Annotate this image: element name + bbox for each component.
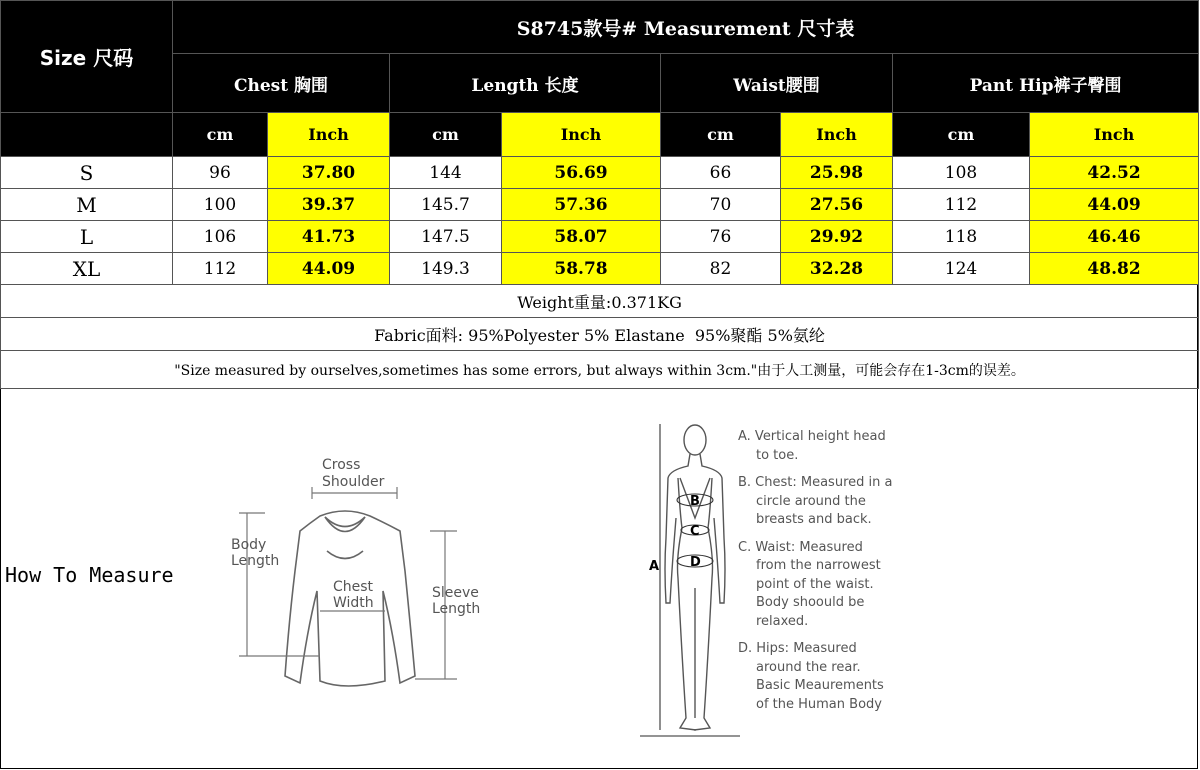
- value-cell: 76: [661, 221, 781, 253]
- measurement-legend: [738, 428, 938, 723]
- value-cell: 96: [173, 157, 268, 189]
- body-length-label: Length: [231, 553, 280, 569]
- cross-shoulder-label: Shoulder: [322, 474, 385, 490]
- unit-inch: Inch: [1030, 113, 1199, 157]
- value-cell: 112: [173, 253, 268, 285]
- figure-label-c: C: [690, 524, 700, 539]
- size-label: XL: [1, 253, 173, 285]
- unit-inch: Inch: [781, 113, 893, 157]
- chart-title: S8745款号# Measurement 尺寸表: [173, 1, 1199, 54]
- value-cell: 48.82: [1030, 253, 1199, 285]
- fabric-note: Fabric面料: 95%Polyester 5% Elastane 95%聚酯 5%氨纶: [1, 318, 1199, 351]
- value-cell: 57.36: [502, 189, 661, 221]
- unit-inch: Inch: [502, 113, 661, 157]
- value-cell: 46.46: [1030, 221, 1199, 253]
- value-cell: 124: [893, 253, 1030, 285]
- table-row: [1, 189, 1199, 221]
- table-row: [1, 157, 1199, 189]
- disclaimer-note: "Size measured by ourselves,sometimes has some errors, but always within 3cm."由于人工测量，可能会存在1-3cm的误差。: [1, 351, 1199, 389]
- value-cell: 58.07: [502, 221, 661, 253]
- group-pant-hip: Pant Hip裤子臀围: [893, 54, 1199, 113]
- unit-cm: cm: [173, 113, 268, 157]
- value-cell: 37.80: [268, 157, 390, 189]
- sleeve-length-label: Sleeve: [432, 585, 479, 601]
- value-cell: 82: [661, 253, 781, 285]
- value-cell: 58.78: [502, 253, 661, 285]
- value-cell: 118: [893, 221, 1030, 253]
- unit-inch: Inch: [268, 113, 390, 157]
- cross-shoulder-label: Cross: [322, 457, 361, 473]
- value-cell: 66: [661, 157, 781, 189]
- value-cell: 106: [173, 221, 268, 253]
- sleeve-length-label: Length: [432, 601, 481, 617]
- legend-item-waist: C. Waist: Measured from the narrowest point of the waist. Body shoould be relaxed.: [738, 539, 881, 629]
- chest-width-label: Chest: [333, 579, 374, 595]
- value-cell: 112: [893, 189, 1030, 221]
- value-cell: 108: [893, 157, 1030, 189]
- value-cell: 29.92: [781, 221, 893, 253]
- figure-label-a: A: [649, 559, 660, 574]
- how-to-measure-title: How To Measure: [5, 563, 174, 587]
- chest-width-label: Width: [333, 595, 374, 611]
- figure-label-d: D: [690, 555, 701, 570]
- unit-cm: cm: [893, 113, 1030, 157]
- value-cell: 56.69: [502, 157, 661, 189]
- value-cell: 149.3: [390, 253, 502, 285]
- value-cell: 25.98: [781, 157, 893, 189]
- value-cell: 41.73: [268, 221, 390, 253]
- table-row: [1, 221, 1199, 253]
- legend-item-hips: D. Hips: Measured around the rear. Basic Meaurements of the Human Body: [738, 641, 884, 712]
- value-cell: 100: [173, 189, 268, 221]
- value-cell: 27.56: [781, 189, 893, 221]
- size-header: Size 尺码: [1, 1, 173, 113]
- size-label: L: [1, 221, 173, 253]
- group-length: Length 长度: [390, 54, 661, 113]
- legend-item-height: A. Vertical height head to toe.: [738, 429, 886, 463]
- group-chest: Chest 胸围: [173, 54, 390, 113]
- size-label: M: [1, 189, 173, 221]
- group-waist: Waist腰围: [661, 54, 893, 113]
- value-cell: 39.37: [268, 189, 390, 221]
- value-cell: 147.5: [390, 221, 502, 253]
- legend-item-chest: B. Chest: Measured in a circle around the breasts and back.: [738, 475, 893, 527]
- table-row: [1, 253, 1199, 285]
- body-figure-diagram: [640, 418, 740, 748]
- unit-cm: cm: [390, 113, 502, 157]
- value-cell: 144: [390, 157, 502, 189]
- value-cell: 145.7: [390, 189, 502, 221]
- value-cell: 44.09: [1030, 189, 1199, 221]
- unit-cm: cm: [661, 113, 781, 157]
- value-cell: 70: [661, 189, 781, 221]
- size-label: S: [1, 157, 173, 189]
- body-length-label: Body: [231, 537, 267, 553]
- unit-header-blank: [1, 113, 173, 157]
- shirt-diagram: [225, 451, 495, 701]
- value-cell: 42.52: [1030, 157, 1199, 189]
- value-cell: 32.28: [781, 253, 893, 285]
- how-to-measure-section: [0, 393, 1198, 769]
- figure-label-b: B: [690, 494, 700, 509]
- value-cell: 44.09: [268, 253, 390, 285]
- weight-note: Weight重量:0.371KG: [1, 285, 1199, 318]
